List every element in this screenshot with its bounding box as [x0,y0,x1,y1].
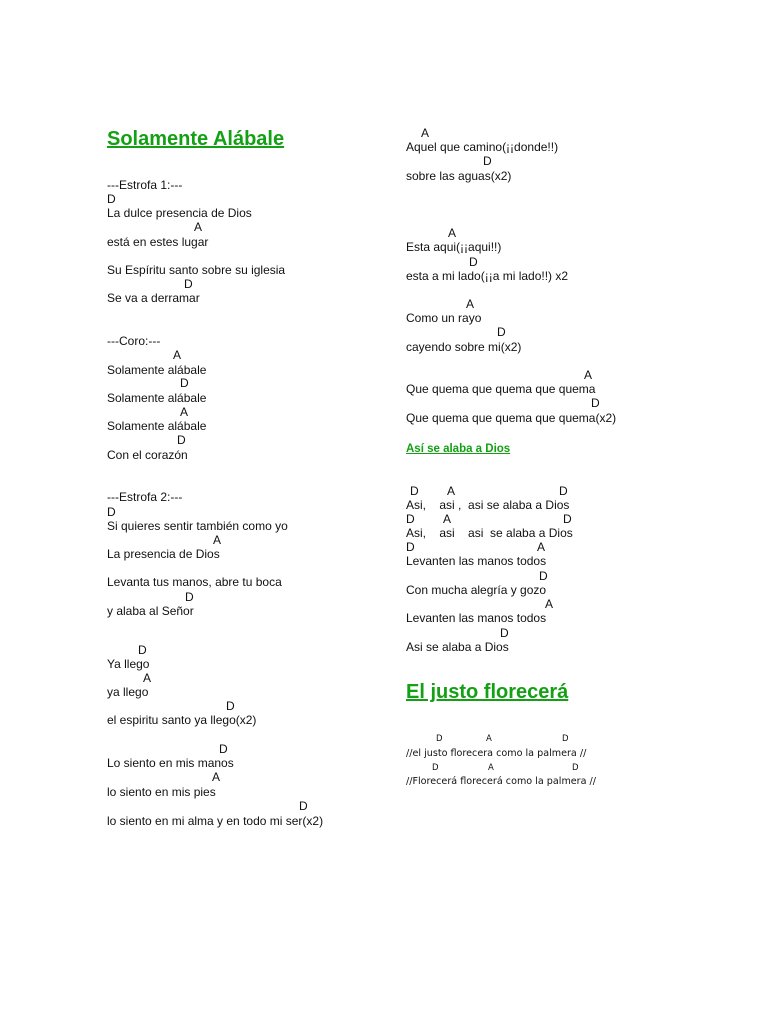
lyric-line: Solamente alábale [107,391,207,405]
chord: A [173,348,182,362]
chord: D [436,734,443,744]
chord: D [562,734,569,744]
lyric-line: Levanta tus manos, abre tu boca [107,575,282,589]
section-label: ---Estrofa 1:--- [107,178,183,192]
lyric-line: Asi, asi , asi se alaba a Dios [406,498,570,512]
lyric-line: Que quema que quema que quema [406,382,596,396]
chord: A [213,533,222,547]
lyric-line: La presencia de Dios [107,547,220,561]
chord: D [483,154,492,168]
lyric-line: //Florecerá florecerá como la palmera // [406,776,597,787]
chord: A [466,297,475,311]
chord: A [194,220,203,234]
lyric-line: Con el corazón [107,448,188,462]
chord: A [421,126,430,140]
chord: D [406,540,415,554]
lyric-line: lo siento en mi alma y en todo mi ser(x2) [107,814,324,828]
lyric-line: Levanten las manos todos [406,611,547,625]
chord: A [448,226,457,240]
chord: D [138,643,147,657]
lyric-line: Aquel que camino(¡¡donde!!) [406,140,559,154]
lyric-line: Solamente alábale [107,419,207,433]
lyric-line: el espiritu santo ya llego(x2) [107,713,257,727]
chord: D [500,626,509,640]
lyric-line: Asi, asi asi se alaba a Dios [406,526,573,540]
lyric-line: Esta aqui(¡¡aqui!!) [406,240,502,254]
lyric-line: lo siento en mis pies [107,785,216,799]
chord: D [591,396,600,410]
chord: D [497,325,506,339]
chord: D [406,512,415,526]
chord: D [180,376,189,390]
lyric-line: Solamente alábale [107,363,207,377]
lyric-line: Como un rayo [406,311,482,325]
chord: D [572,763,579,773]
chord: D [432,763,439,773]
lyric-line: sobre las aguas(x2) [406,169,512,183]
lyric-line: Que quema que quema que quema(x2) [406,411,617,425]
lyric-line: esta a mi lado(¡¡a mi lado!!) x2 [406,269,569,283]
chord: A [545,597,554,611]
lyric-line: Lo siento en mis manos [107,756,234,770]
chord: A [486,734,492,744]
chord: D [107,505,116,519]
lyric-line: Asi se alaba a Dios [406,640,509,654]
lyric-line: Se va a derramar [107,291,200,305]
chord: A [447,484,456,498]
lyric-line: Levanten las manos todos [406,554,547,568]
lyric-line: //el justo florecera como la palmera // [406,748,587,759]
chord: D [539,569,548,583]
song-title: El justo florecerá [406,681,569,703]
lyric-line: ya llego [107,685,149,699]
lyric-line: Su Espíritu santo sobre su iglesia [107,263,286,277]
song-title: Solamente Alábale [107,128,285,150]
chord: A [584,368,593,382]
lyric-line: Ya llego [107,657,150,671]
lyric-line: Si quieres sentir también como yo [107,519,288,533]
chord: D [299,799,308,813]
chord: D [559,484,568,498]
chord: A [488,763,494,773]
chord: A [180,405,189,419]
chord: D [563,512,572,526]
chord: A [443,512,452,526]
chord: D [107,192,116,206]
chord: D [185,590,194,604]
chord: A [143,671,152,685]
lyric-line: está en estes lugar [107,235,209,249]
lyric-line: cayendo sobre mi(x2) [406,340,522,354]
chord: A [212,770,221,784]
chord: D [226,699,235,713]
lyric-line: Con mucha alegría y gozo [406,583,547,597]
section-label: ---Estrofa 2:--- [107,490,183,504]
lyric-line: y alaba al Señor [107,604,194,618]
section-label: ---Coro:--- [107,334,161,348]
section-heading: Así se alaba a Dios [406,443,511,455]
lyric-line: La dulce presencia de Dios [107,206,252,220]
chord: D [410,484,419,498]
chord: D [219,742,228,756]
chord: D [184,277,193,291]
chord: D [177,433,186,447]
chord: D [469,255,478,269]
chord: A [537,540,546,554]
